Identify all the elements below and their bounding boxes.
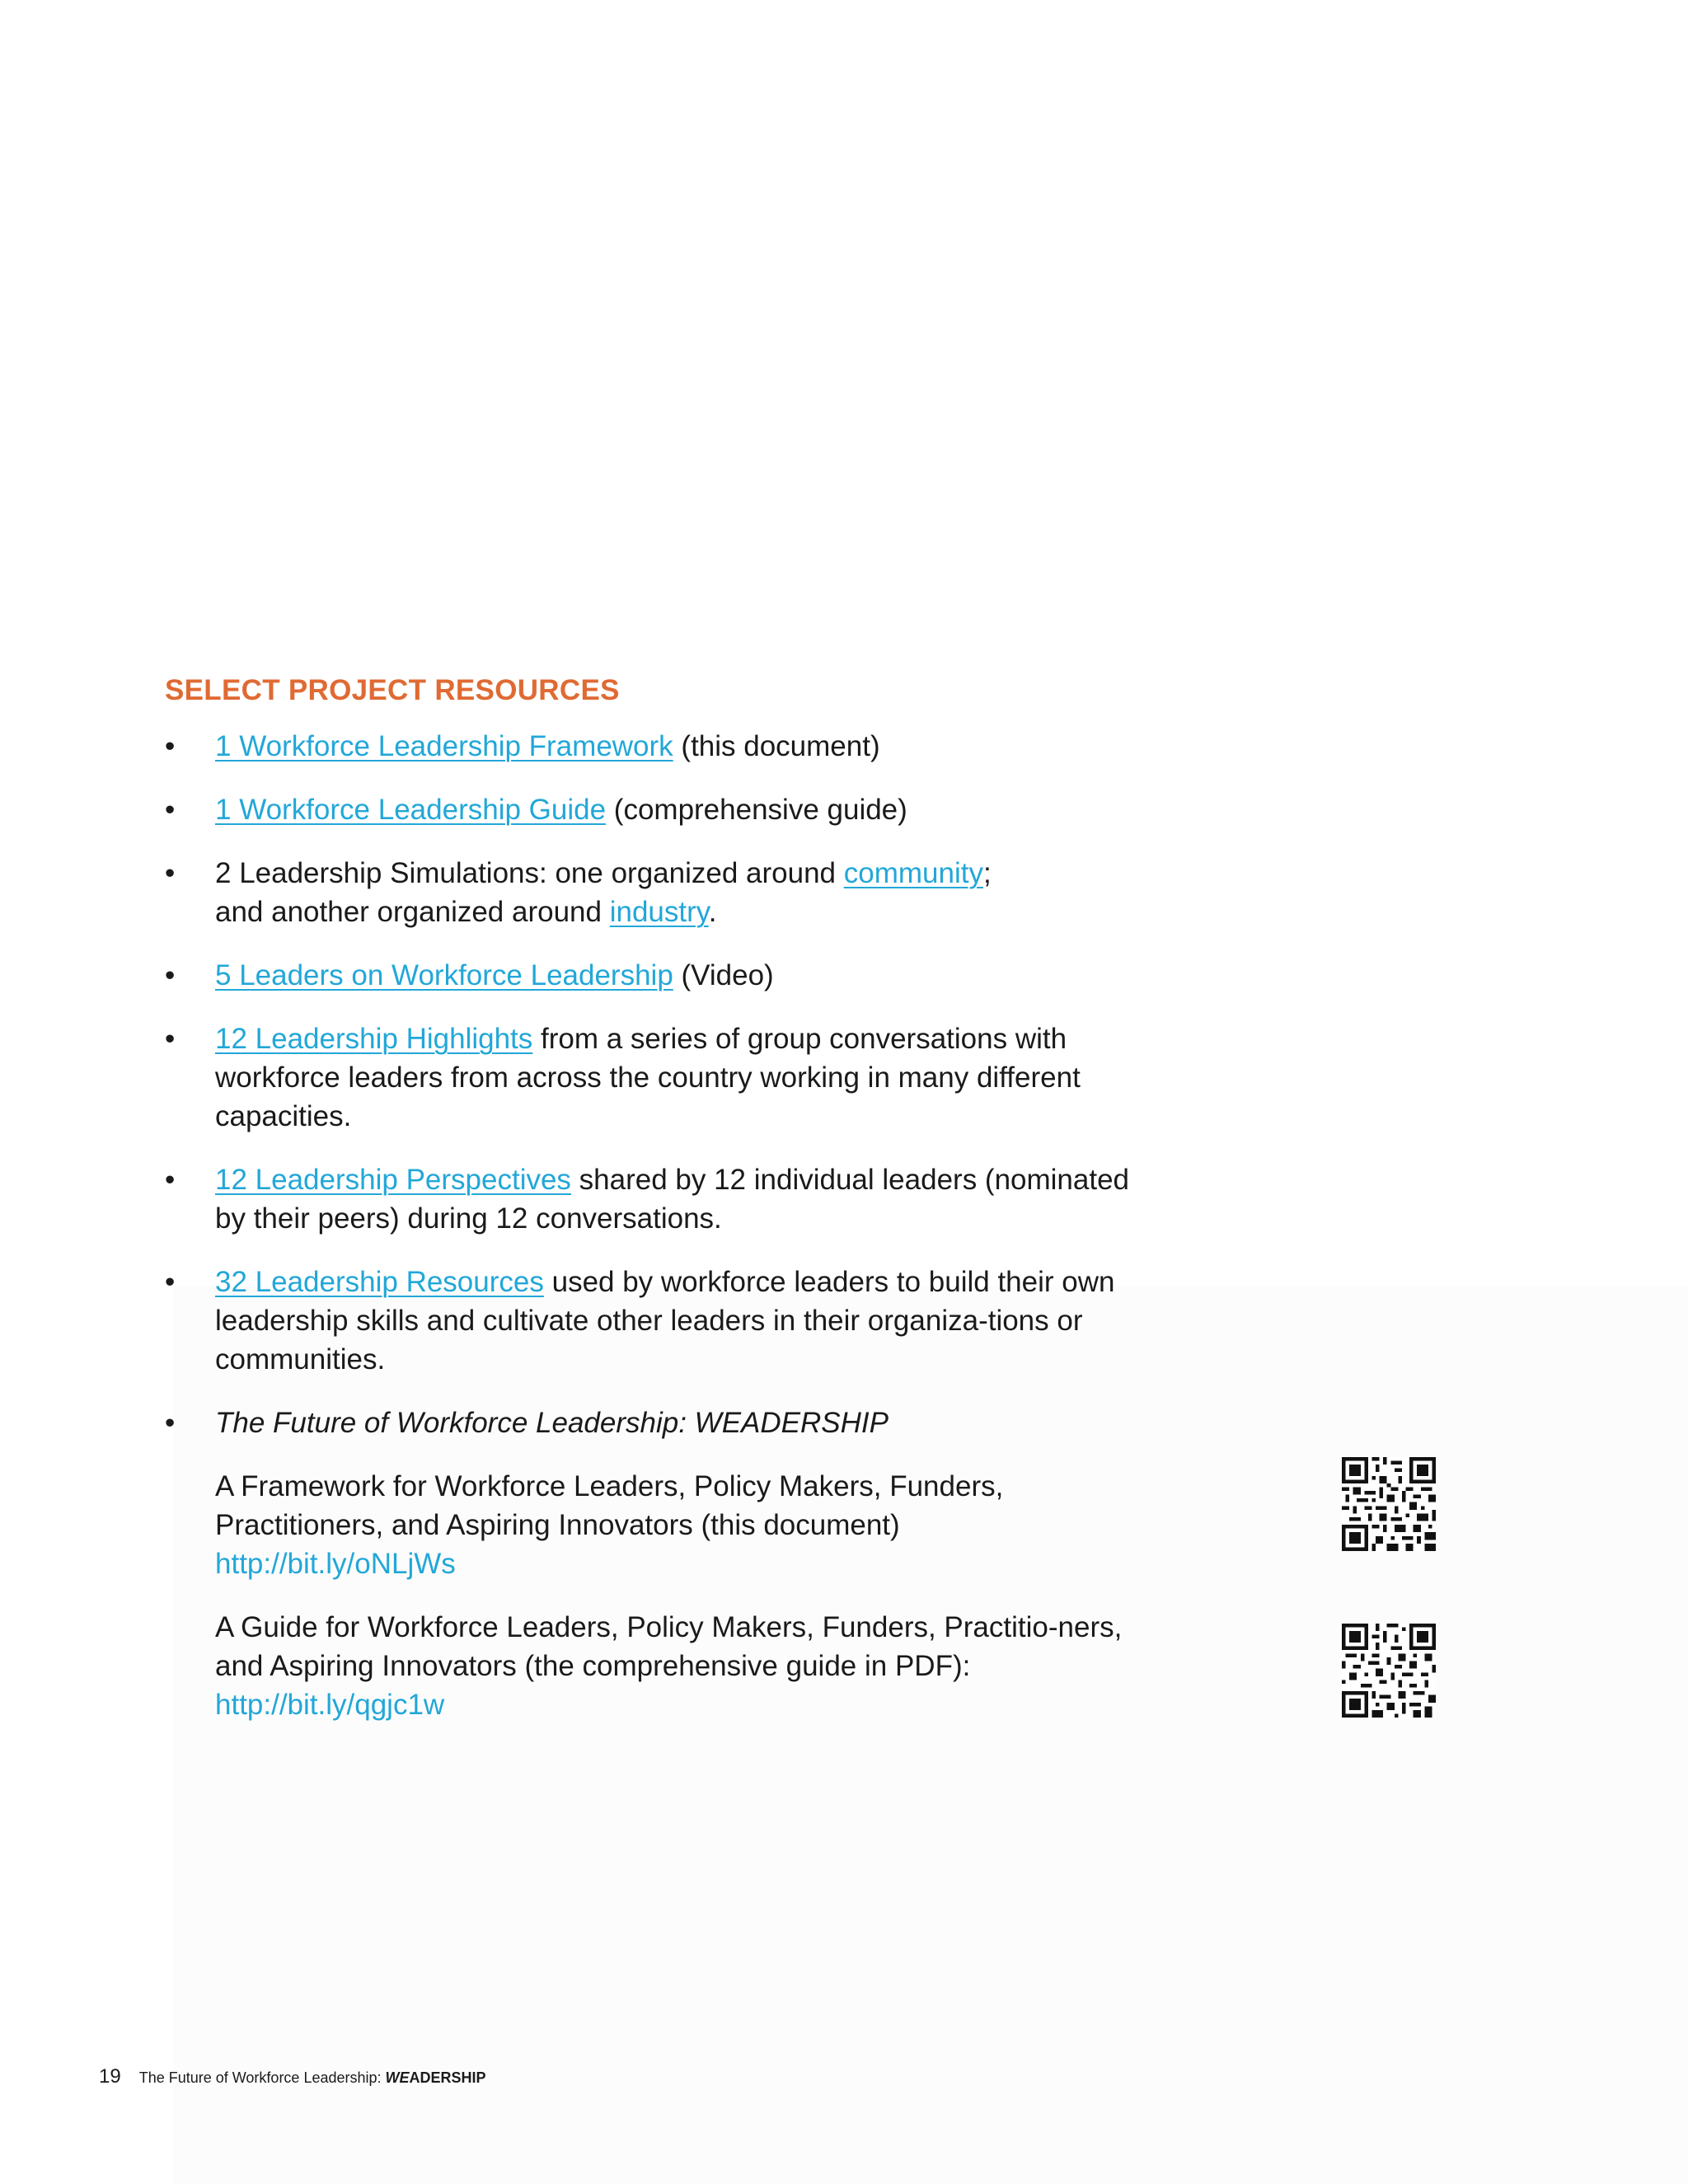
list-item <box>165 854 1137 931</box>
highlights-link[interactable]: 12 Leadership Highlights <box>215 1023 533 1055</box>
footer-title: The Future of Workforce Leadership: <box>138 2069 386 2086</box>
footer-brand-em: WE <box>385 2069 410 2086</box>
community-link[interactable]: community <box>843 857 983 889</box>
page-number: 19 <box>99 2065 121 2088</box>
item-text: (comprehensive guide) <box>606 794 907 826</box>
footer-brand <box>386 2069 486 2086</box>
item-text: and another organized around <box>215 896 610 928</box>
item-text: (this document) <box>673 730 880 762</box>
item-text: . <box>708 896 717 928</box>
item-text: ; <box>982 857 992 889</box>
bullet: • <box>165 1266 176 1298</box>
list-item <box>165 727 1137 766</box>
publication-title: The Future of Workforce Leadership: WEADERSHIP <box>215 1407 889 1439</box>
bullet: • <box>165 730 176 762</box>
item-text: shared by 12 individual leaders (nominated by their peers) during 12 conversations. <box>215 1164 1130 1235</box>
bullet: • <box>165 1023 176 1055</box>
guide-url[interactable]: http://bit.ly/qgjc1w <box>215 1689 445 1721</box>
page-footer <box>99 2065 486 2088</box>
framework-block <box>215 1467 1137 1583</box>
bullet: • <box>165 857 176 889</box>
list-item <box>165 1404 1137 1724</box>
item-text: 2 Leadership Simulations: one organized around <box>215 857 844 889</box>
list-item <box>165 956 1137 995</box>
qr-code-icon <box>1342 1624 1436 1718</box>
list-item <box>165 1160 1137 1238</box>
resources-link[interactable]: 32 Leadership Resources <box>215 1266 544 1298</box>
resources-section <box>165 671 1137 1749</box>
list-item <box>165 1019 1137 1136</box>
footer-brand-rest: ADERSHIP <box>409 2069 486 2086</box>
bullet: • <box>165 1164 176 1196</box>
resources-list <box>165 727 1137 1724</box>
framework-url[interactable]: http://bit.ly/oNLjWs <box>215 1548 456 1580</box>
framework-description: A Framework for Workforce Leaders, Policy Makers, Funders, Practitioners, and Aspiring Innovators (this document) <box>215 1470 1004 1541</box>
perspectives-link[interactable]: 12 Leadership Perspectives <box>215 1164 571 1196</box>
item-text: used by workforce leaders to build their own leadership skills and cultivate other leaders in their organiza-tions or communities. <box>215 1266 1115 1376</box>
industry-link[interactable]: industry <box>609 896 709 928</box>
video-link[interactable]: 5 Leaders on Workforce Leadership <box>215 959 673 991</box>
bullet: • <box>165 1407 176 1439</box>
qr-code-icon <box>1342 1457 1436 1551</box>
guide-block <box>215 1608 1137 1724</box>
item-text: from a series of group conversations with workforce leaders from across the country working in many different capacities. <box>215 1023 1081 1132</box>
framework-link[interactable]: 1 Workforce Leadership Framework <box>215 730 673 762</box>
section-title: SELECT PROJECT RESOURCES <box>165 674 620 706</box>
guide-link[interactable]: 1 Workforce Leadership Guide <box>215 794 607 826</box>
item-text: (Video) <box>673 959 774 991</box>
bullet: • <box>165 794 176 826</box>
list-item <box>165 1263 1137 1379</box>
bullet: • <box>165 959 176 991</box>
guide-description: A Guide for Workforce Leaders, Policy Makers, Funders, Practitio-ners, and Aspiring Innovators (the comprehensive guide in PDF): <box>215 1611 1123 1682</box>
list-item <box>165 790 1137 829</box>
